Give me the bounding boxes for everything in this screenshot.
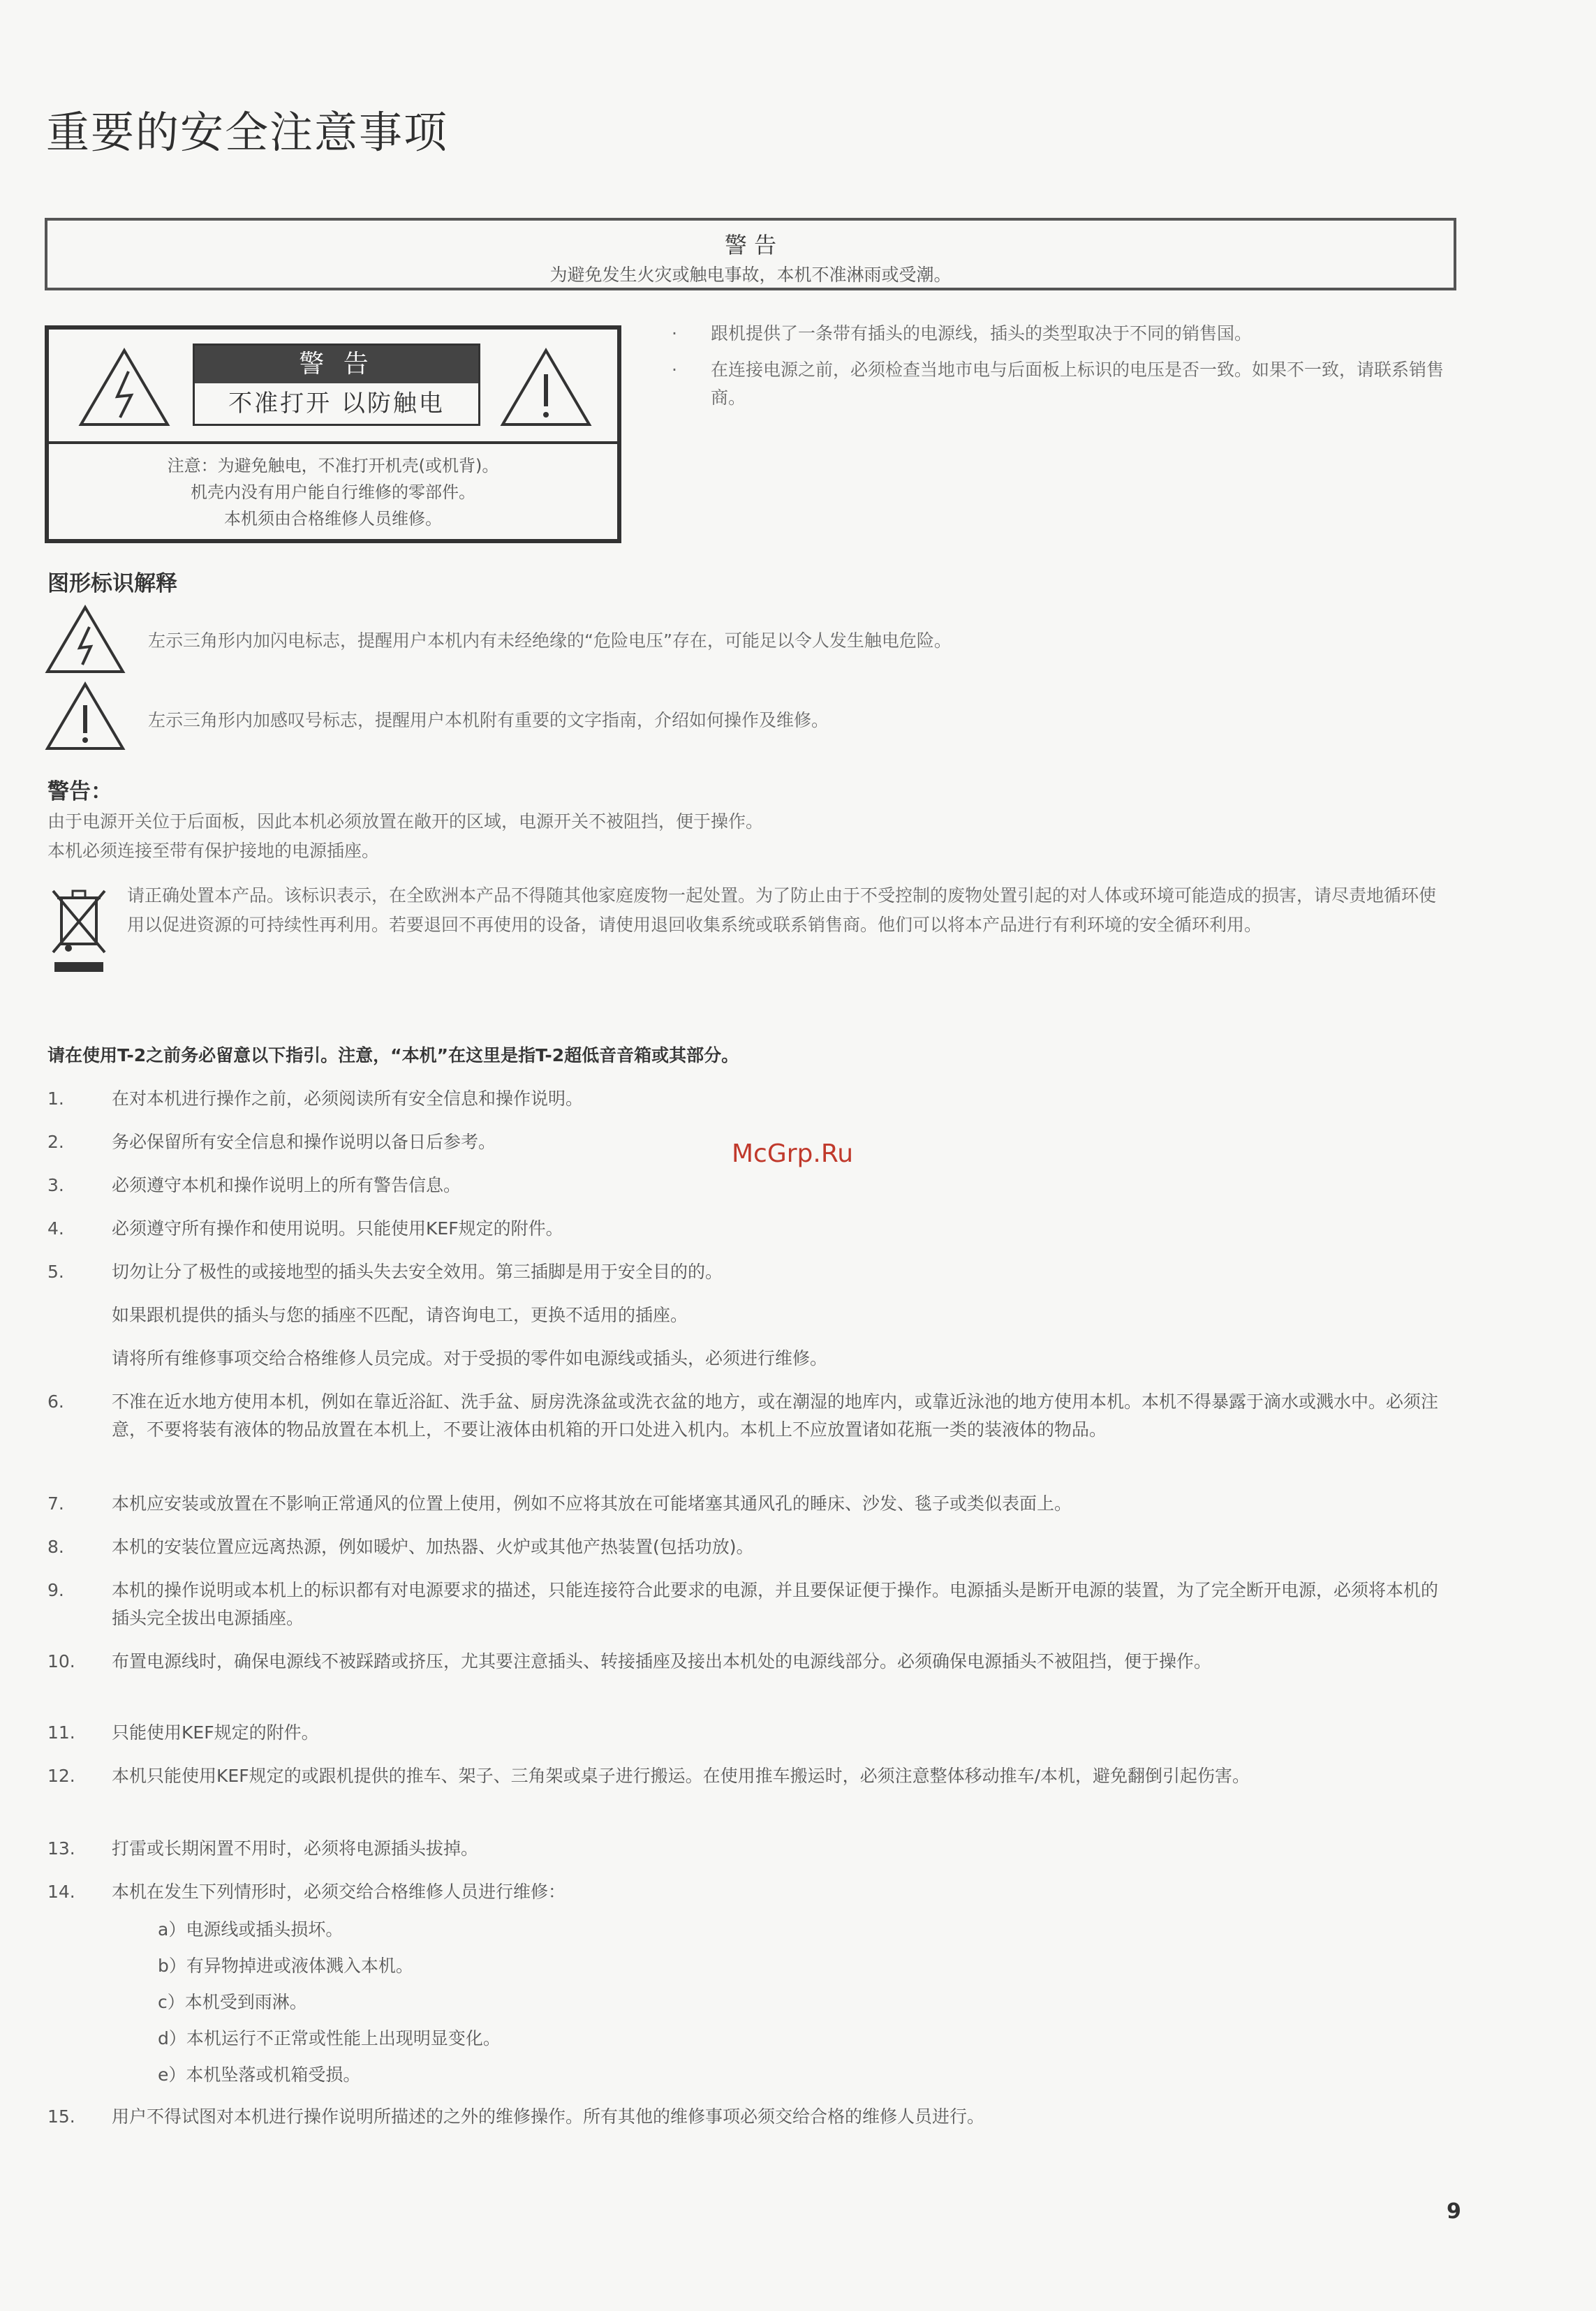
exclamation-triangle-icon [498,346,593,429]
list-item: 请将所有维修事项交给合格维修人员完成。对于受损的零件如电源线或插头，必须进行维修。 [112,1348,828,1368]
symbols-heading: 图形标识解释 [47,571,177,596]
sub-list-item: a）电源线或插头损坏。 [158,1919,343,1940]
shock-label-header: 警 告 [195,346,478,383]
list-item: 如果跟机提供的插头与您的插座不匹配，请咨询电工，更换不适用的插座。 [112,1305,688,1325]
page-number: 9 [1447,2199,1461,2224]
shock-label-plate [193,344,480,426]
lightning-triangle-icon [45,605,126,674]
list-item: 4. 必须遵守所有操作和使用说明。只能使用KEF规定的附件。 [47,1218,563,1239]
power-bullet: · 跟机提供了一条带有插头的电源线，插头的类型取决于不同的销售国。 [672,323,1253,344]
warning-box-heading: 警 告 [724,232,777,258]
watermark: McGrp.Ru [732,1139,854,1168]
weee-disposal-text: 请正确处置本产品。该标识表示，在全欧洲本产品不得随其他家庭废物一起处置。为了防止由于不受控制的废物处置引起的对人体或环境可能造成的损害，请尽责地循环使用以促进资源的可持续性再利用。若要退回不再使用的设备，请使用退回收集系统或联系销售商。他们可以将本产品进行有利环境的安全循环利用。 [127,885,1437,935]
warning-heading: 警告： [47,779,112,804]
lightning-triangle-icon [77,346,172,429]
sub-list-item: e）本机坠落或机箱受损。 [158,2065,361,2085]
list-item: 3. 必须遵守本机和操作说明上的所有警告信息。 [47,1175,461,1195]
exclamation-symbol-text: 左示三角形内加感叹号标志，提醒用户本机附有重要的文字指南，介绍如何操作及维修。 [148,710,829,730]
page-title: 重要的安全注意事项 [46,107,449,158]
sub-list-item: d）本机运行不正常或性能上出现明显变化。 [158,2028,501,2048]
list-item: 12. 本机只能使用KEF规定的或跟机提供的推车、架子、三角架或桌子进行搬运。在使用推车搬运时，必须注意整体移动推车/本机，避免翻倒引起伤害。 [47,1766,1250,1786]
list-item: 2. 务必保留所有安全信息和操作说明以备日后参考。 [47,1132,496,1152]
shock-label-note: 注意：为避免触电，不准打开机壳(或机背)。 机壳内没有用户能自行维修的零部件。 本机须由合格维修人员维修。 [167,456,499,529]
warning-box [45,218,1456,290]
shock-label-body: 不准打开 以防触电 [228,390,445,418]
list-item: 9. 本机的操作说明或本机上的标识都有对电源要求的描述，只能连接符合此要求的电源，并且要保证便于操作。电源插头是断开电源的装置，为了完全断开电源，必须将本机的插头完全拔出电源插座。 [47,1580,1439,1628]
crossed-bin-icon [49,884,109,975]
instructions-intro: 请在使用T-2之前务必留意以下指引。注意，“本机”在这里是指T-2超低音音箱或其部分。 [47,1045,739,1065]
warning-box-text: 为避免发生火灾或触电事故，本机不准淋雨或受潮。 [549,265,952,285]
list-item: 8. 本机的安装位置应远离热源，例如暖炉、加热器、火炉或其他产热装置(包括功放)。 [47,1537,754,1557]
list-item: 5. 切勿让分了极性的或接地型的插头失去安全效用。第三插脚是用于安全目的的。 [47,1262,723,1282]
exclamation-triangle-icon [45,681,126,751]
list-item: 15. 用户不得试图对本机进行操作说明所描述的之外的维修操作。所有其他的维修事项必须交给合格的维修人员进行。 [47,2106,985,2127]
sub-list-item: c）本机受到雨淋。 [158,1992,307,2012]
warning-text: 由于电源开关位于后面板，因此本机必须放置在敞开的区域，电源开关不被阻挡，便于操作。 本机必须连接至带有保护接地的电源插座。 [47,811,764,861]
list-item: 7. 本机应安装或放置在不影响正常通风的位置上使用，例如不应将其放在可能堵塞其通风孔的睡床、沙发、毯子或类似表面上。 [47,1493,1072,1514]
sub-list-item: b）有异物掉进或液体溅入本机。 [158,1956,413,1976]
list-item: 1. 在对本机进行操作之前，必须阅读所有安全信息和操作说明。 [47,1088,584,1109]
list-item: 11. 只能使用KEF规定的附件。 [47,1722,319,1743]
lightning-symbol-text: 左示三角形内加闪电标志，提醒用户本机内有未经绝缘的“危险电压”存在，可能足以令人发生触电危险。 [148,630,952,651]
list-item: 6. 不准在近水地方使用本机，例如在靠近浴缸、洗手盆、厨房洗涤盆或洗衣盆的地方，或在潮湿的地库内，或靠近泳池的地方使用本机。本机不得暴露于滴水或溅水中。必须注意，不要将装有液体的物品放置在本机上，不要让液体由机箱的开口处进入机内。本机上不应放置诸如花瓶一类的装液体的物品。 [47,1391,1439,1440]
power-bullet: · 在连接电源之前，必须检查当地市电与后面板上标识的电压是否一致。如果不一致，请联系销售商。 [672,360,1444,408]
shock-warning-label [45,325,621,543]
list-item: 10. 布置电源线时，确保电源线不被踩踏或挤压，尤其要注意插头、转接插座及接出本机处的电源线部分。必须确保电源插头不被阻挡，便于操作。 [47,1651,1212,1671]
list-item: 13. 打雷或长期闲置不用时，必须将电源插头拔掉。 [47,1838,479,1859]
list-item: 14. 本机在发生下列情形时，必须交给合格维修人员进行维修： [47,1882,566,1902]
